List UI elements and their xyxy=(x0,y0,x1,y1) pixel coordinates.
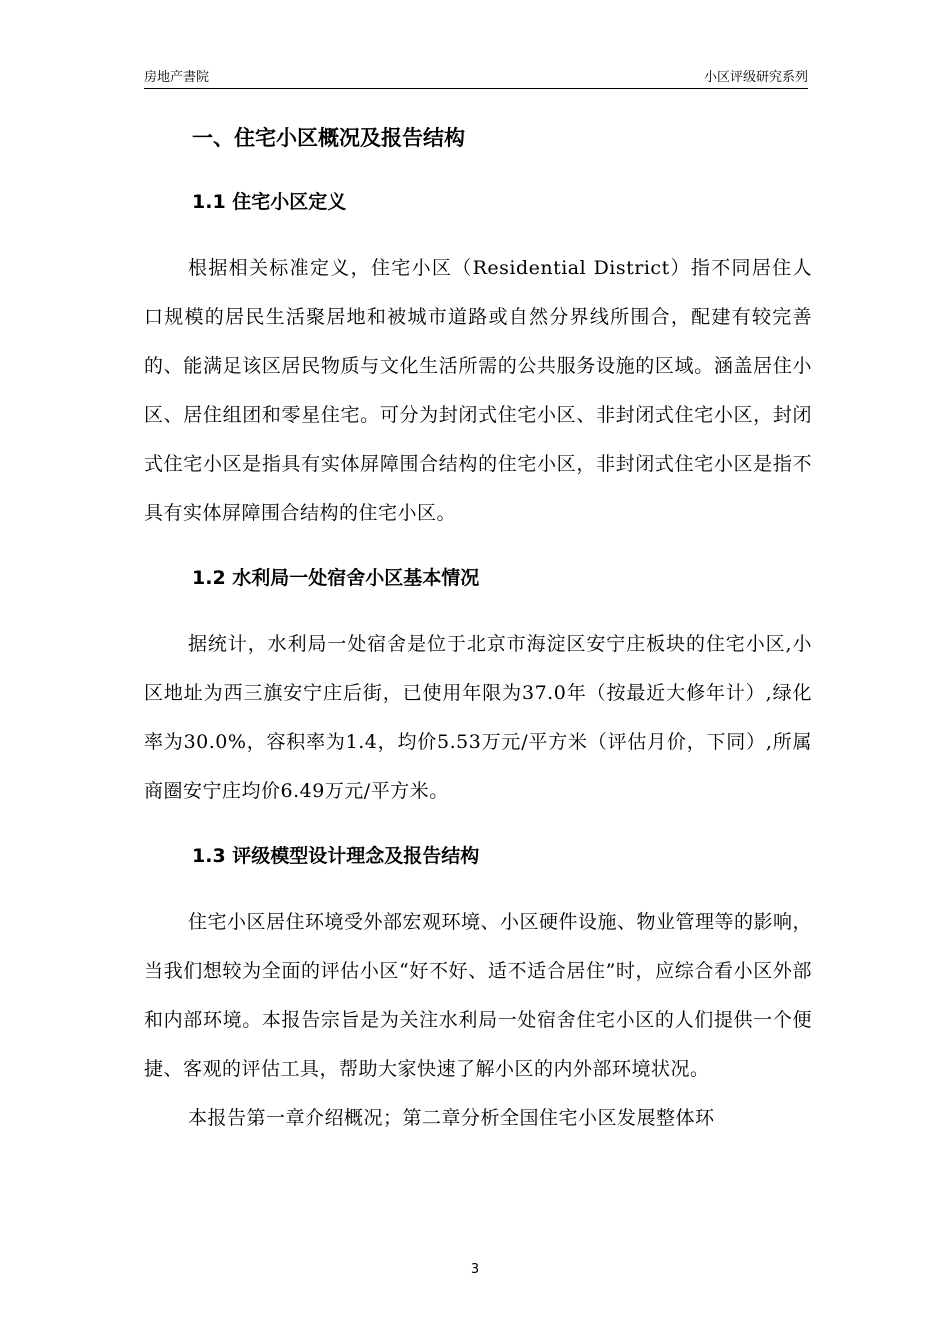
page-number: 3 xyxy=(470,1262,480,1277)
section-title-1-2: 1.2 水利局一处宿舍小区基本情况 xyxy=(192,567,480,589)
document-body xyxy=(144,118,812,1143)
section-title-1-3: 1.3 评级模型设计理念及报告结构 xyxy=(192,845,480,867)
header-publisher: 房地产書院 xyxy=(144,70,210,85)
page-header xyxy=(144,64,808,89)
header-series-title: 小区评级研究系列 xyxy=(703,70,808,85)
paragraph-report-structure: 本报告第一章介绍概况；第二章分析全国住宅小区发展整体环 xyxy=(188,1107,715,1129)
section-title-1-1: 1.1 住宅小区定义 xyxy=(192,191,347,213)
paragraph-basic-info: 据统计，水利局一处宿舍是位于北京市海淀区安宁庄板块的住宅小区,小区地址为西三旗安宁庄后街，已使用年限为37.0年（按最近大修年计）,绿化率为30.0%，容积率为1.4，均价5.53万元/平方米（评估月价，下同）,所属商圈安宁庄均价6.49万元/平方米。 xyxy=(144,633,812,802)
paragraph-model-design: 住宅小区居住环境受外部宏观环境、小区硬件设施、物业管理等的影响，当我们想较为全面的评估小区“好不好、适不适合居住”时，应综合看小区外部和内部环境。本报告宗旨是为关注水利局一处宿舍住宅小区的人们提供一个便捷、客观的评估工具，帮助大家快速了解小区的内外部环境状况。 xyxy=(144,911,813,1080)
paragraph-definition: 根据相关标准定义，住宅小区（Residential District）指不同居住人口规模的居民生活聚居地和被城市道路或自然分界线所围合，配建有较完善的、能满足该区居民物质与文化生活所需的公共服务设施的区域。涵盖居住小区、居住组团和零星住宅。可分为封闭式住宅小区、非封闭式住宅小区，封闭式住宅小区是指具有实体屏障围合结构的住宅小区，非封闭式住宅小区是指不具有实体屏障围合结构的住宅小区。 xyxy=(144,257,812,524)
chapter-title: 一、住宅小区概况及报告结构 xyxy=(192,126,465,150)
